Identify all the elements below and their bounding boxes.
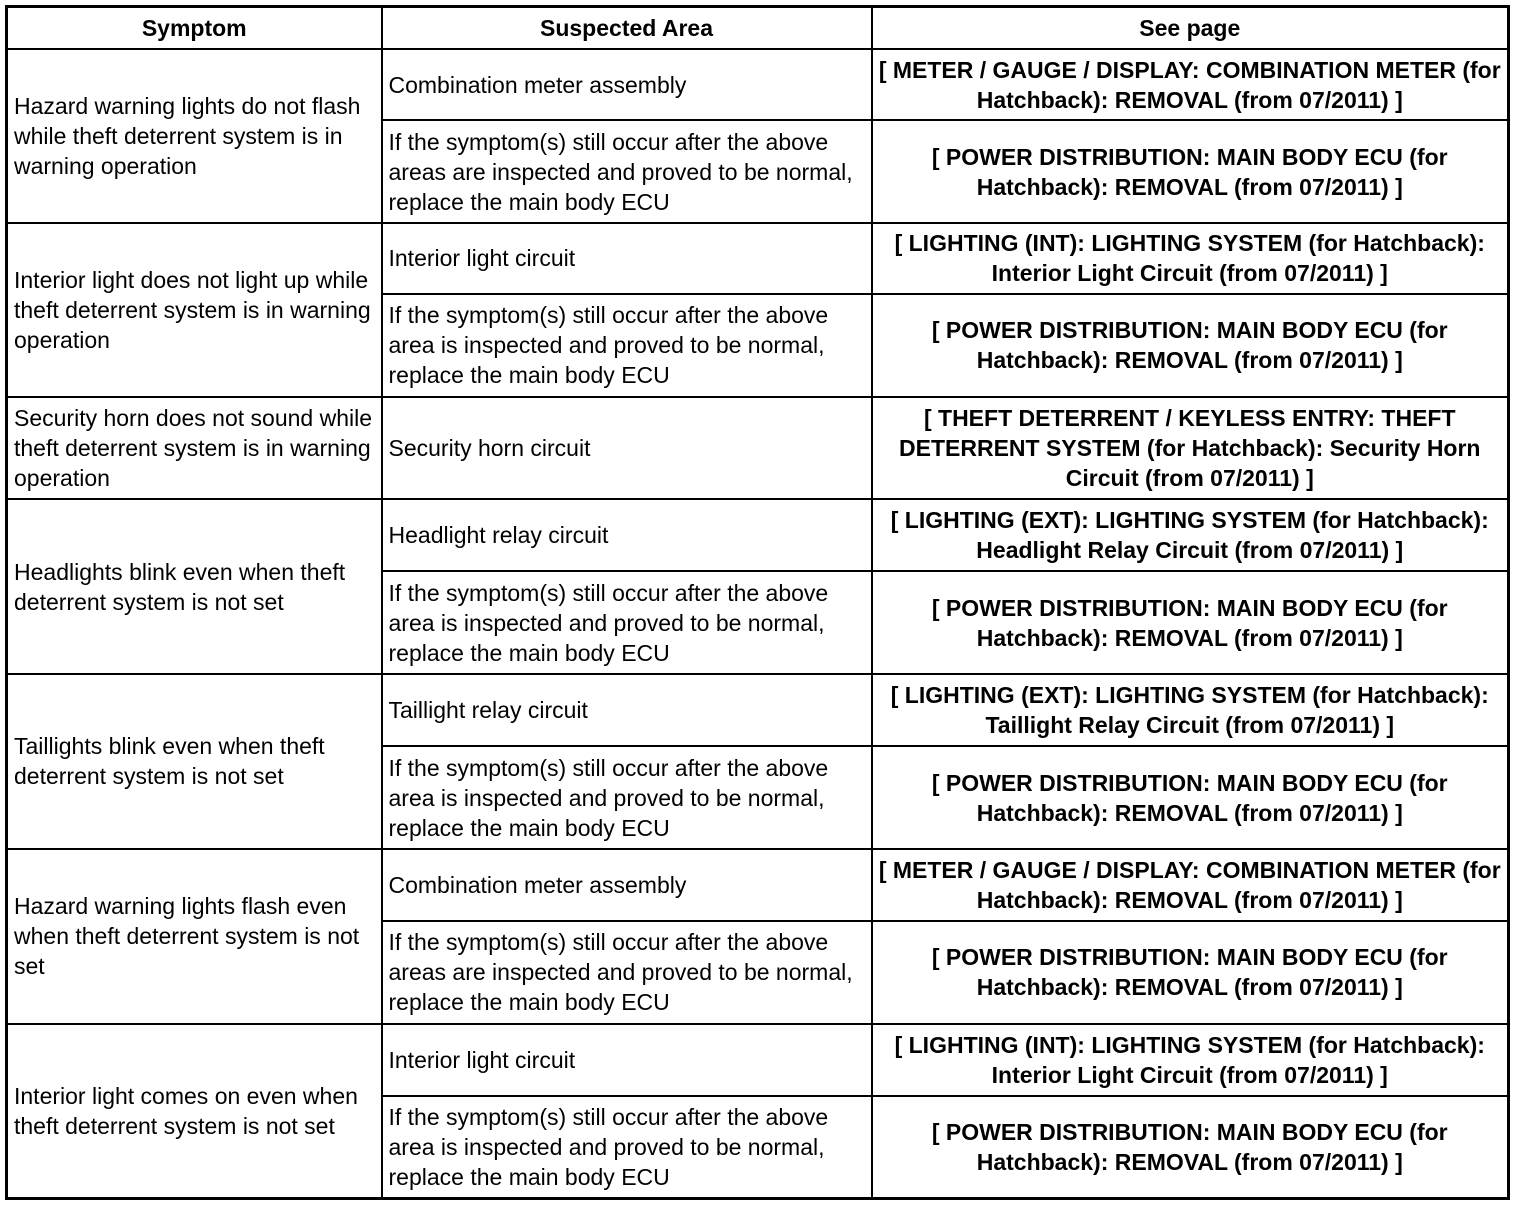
troubleshooting-table (5, 5, 1510, 1200)
see-page-link[interactable]: [ LIGHTING (INT): LIGHTING SYSTEM (for Hatchback): Interior Light Circuit (from 07/2011) ] (872, 1024, 1509, 1096)
table-row (7, 397, 1509, 499)
symptom-cell: Interior light comes on even when theft deterrent system is not set (7, 1024, 382, 1199)
suspected-area-cell: If the symptom(s) still occur after the above area is inspected and proved to be normal, replace the main body ECU (382, 1096, 872, 1199)
symptom-cell: Interior light does not light up while theft deterrent system is in warning operation (7, 223, 382, 397)
see-page-link[interactable]: [ POWER DISTRIBUTION: MAIN BODY ECU (for Hatchback): REMOVAL (from 07/2011) ] (872, 294, 1509, 396)
table-row (7, 674, 1509, 746)
suspected-area-cell: Taillight relay circuit (382, 674, 872, 746)
see-page-link[interactable]: [ POWER DISTRIBUTION: MAIN BODY ECU (for Hatchback): REMOVAL (from 07/2011) ] (872, 120, 1509, 222)
suspected-area-cell: Interior light circuit (382, 1024, 872, 1096)
suspected-area-cell: Headlight relay circuit (382, 499, 872, 571)
suspected-area-cell: Combination meter assembly (382, 849, 872, 921)
see-page-link[interactable]: [ METER / GAUGE / DISPLAY: COMBINATION METER (for Hatchback): REMOVAL (from 07/2011) ] (872, 849, 1509, 921)
see-page-link[interactable]: [ LIGHTING (INT): LIGHTING SYSTEM (for Hatchback): Interior Light Circuit (from 07/2011) ] (872, 223, 1509, 294)
symptom-cell: Security horn does not sound while theft deterrent system is in warning operation (7, 397, 382, 499)
suspected-area-cell: If the symptom(s) still occur after the above area is inspected and proved to be normal, replace the main body ECU (382, 571, 872, 673)
table-row (7, 1024, 1509, 1096)
see-page-link[interactable]: [ LIGHTING (EXT): LIGHTING SYSTEM (for Hatchback): Headlight Relay Circuit (from 07/2011) ] (872, 499, 1509, 571)
symptom-cell: Hazard warning lights flash even when theft deterrent system is not set (7, 849, 382, 1024)
table-row (7, 49, 1509, 120)
header-row (7, 7, 1509, 50)
see-page-link[interactable]: [ THEFT DETERRENT / KEYLESS ENTRY: THEFT DETERRENT SYSTEM (for Hatchback): Security Horn Circuit (from 07/2011) ] (872, 397, 1509, 499)
suspected-area-cell: Interior light circuit (382, 223, 872, 294)
header-suspected-area: Suspected Area (382, 7, 872, 50)
see-page-link[interactable]: [ POWER DISTRIBUTION: MAIN BODY ECU (for Hatchback): REMOVAL (from 07/2011) ] (872, 921, 1509, 1023)
see-page-link[interactable]: [ POWER DISTRIBUTION: MAIN BODY ECU (for Hatchback): REMOVAL (from 07/2011) ] (872, 571, 1509, 673)
symptom-cell: Taillights blink even when theft deterrent system is not set (7, 674, 382, 849)
symptom-cell: Hazard warning lights do not flash while theft deterrent system is in warning operation (7, 49, 382, 223)
table-row (7, 223, 1509, 294)
header-symptom: Symptom (7, 7, 382, 50)
suspected-area-cell: If the symptom(s) still occur after the above area is inspected and proved to be normal, replace the main body ECU (382, 746, 872, 848)
suspected-area-cell: Security horn circuit (382, 397, 872, 499)
table-row (7, 499, 1509, 571)
suspected-area-cell: Combination meter assembly (382, 49, 872, 120)
suspected-area-cell: If the symptom(s) still occur after the above areas are inspected and proved to be normal, replace the main body ECU (382, 921, 872, 1023)
symptom-cell: Headlights blink even when theft deterrent system is not set (7, 499, 382, 674)
see-page-link[interactable]: [ POWER DISTRIBUTION: MAIN BODY ECU (for Hatchback): REMOVAL (from 07/2011) ] (872, 1096, 1509, 1199)
header-see-page: See page (872, 7, 1509, 50)
see-page-link[interactable]: [ LIGHTING (EXT): LIGHTING SYSTEM (for Hatchback): Taillight Relay Circuit (from 07/2011) ] (872, 674, 1509, 746)
see-page-link[interactable]: [ POWER DISTRIBUTION: MAIN BODY ECU (for Hatchback): REMOVAL (from 07/2011) ] (872, 746, 1509, 848)
see-page-link[interactable]: [ METER / GAUGE / DISPLAY: COMBINATION METER (for Hatchback): REMOVAL (from 07/2011) ] (872, 49, 1509, 120)
suspected-area-cell: If the symptom(s) still occur after the above areas are inspected and proved to be normal, replace the main body ECU (382, 120, 872, 222)
table-row (7, 849, 1509, 921)
suspected-area-cell: If the symptom(s) still occur after the above area is inspected and proved to be normal, replace the main body ECU (382, 294, 872, 396)
